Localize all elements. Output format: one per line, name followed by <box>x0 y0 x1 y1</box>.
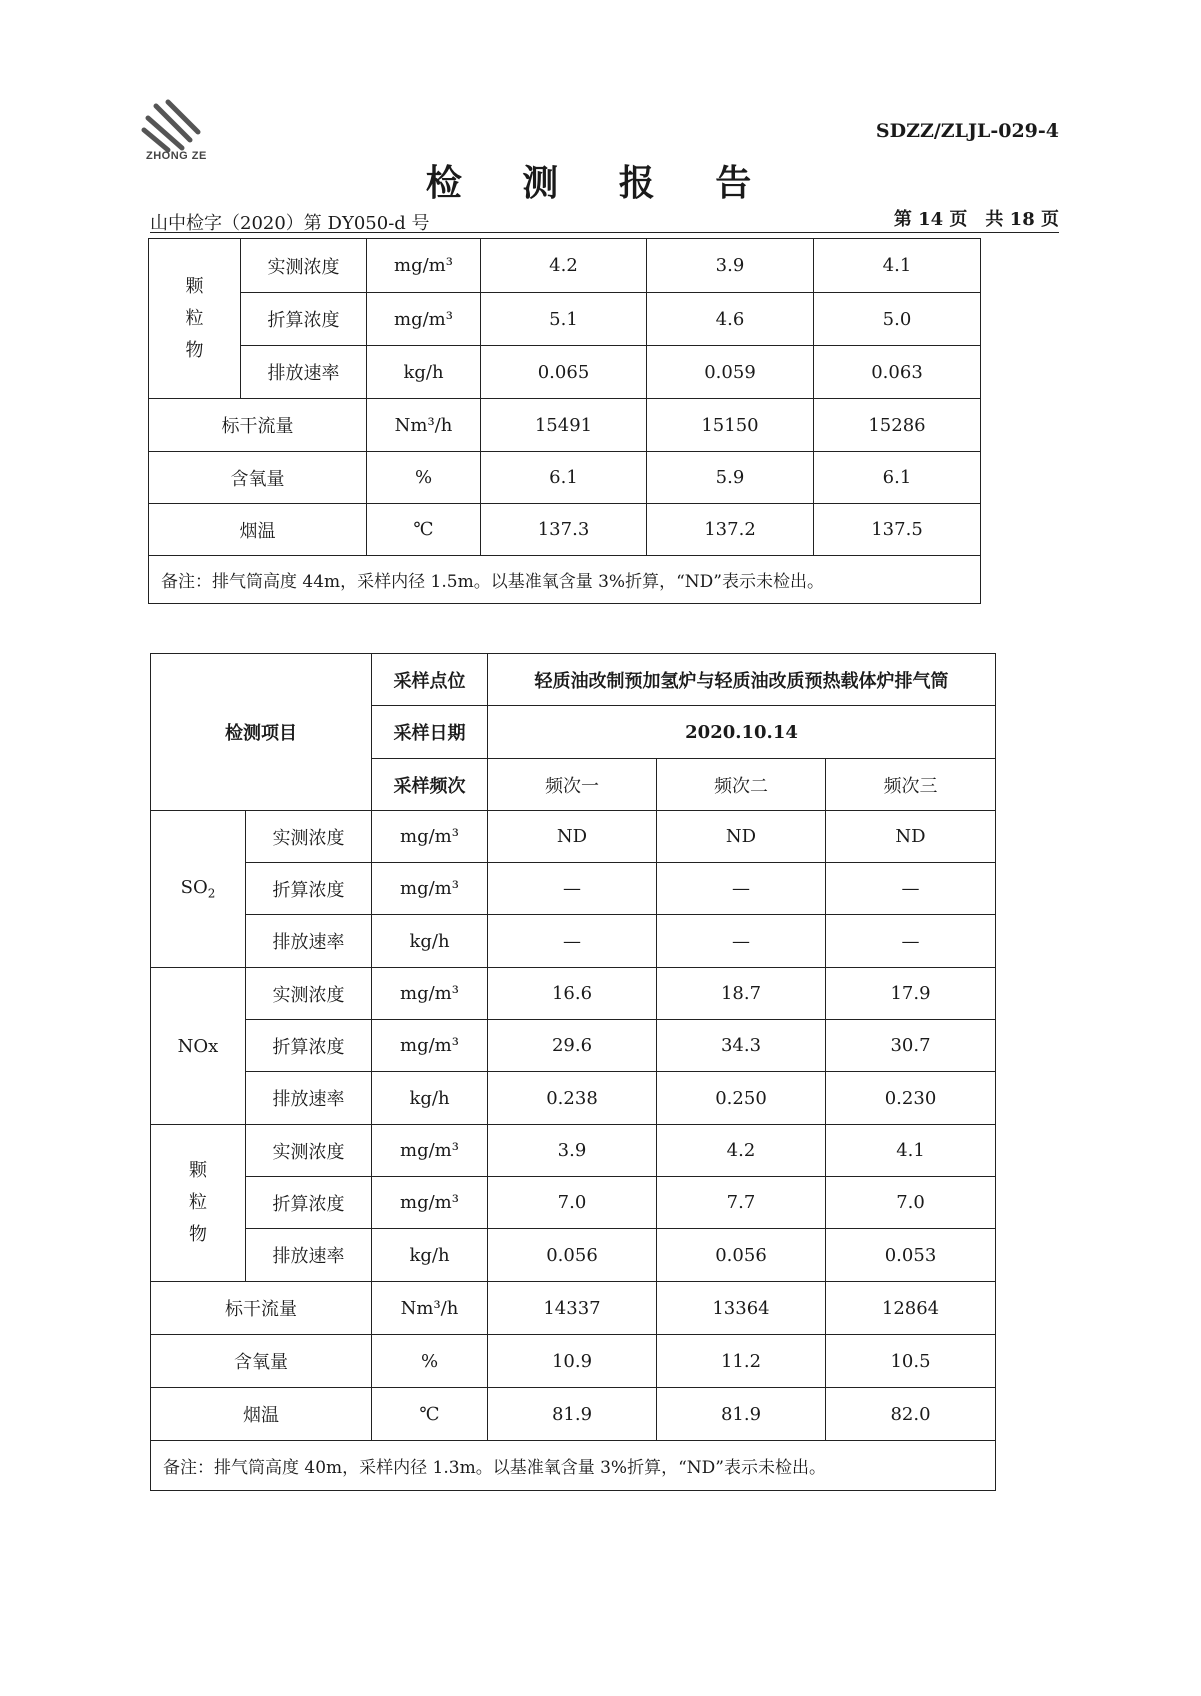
row-label: 折算浓度 <box>246 863 372 915</box>
value-cell: 3.9 <box>488 1125 657 1177</box>
row-label: 排放速率 <box>241 346 367 399</box>
value-cell: 13364 <box>657 1282 826 1335</box>
value-cell: 137.5 <box>814 504 981 556</box>
value-cell: 10.9 <box>488 1335 657 1388</box>
row-label: 排放速率 <box>246 915 372 968</box>
item-header: 检测项目 <box>151 654 372 811</box>
row-label: 实测浓度 <box>246 1125 372 1177</box>
table-row <box>149 346 981 399</box>
table-row <box>151 1388 996 1441</box>
row-label: 折算浓度 <box>246 1020 372 1072</box>
row-label: 实测浓度 <box>246 811 372 863</box>
value-cell: 29.6 <box>488 1020 657 1072</box>
table-continued <box>148 238 981 604</box>
row-label: 折算浓度 <box>241 293 367 346</box>
group-char: 粒 <box>189 1192 207 1213</box>
row-label: 标干流量 <box>149 399 367 452</box>
value-cell: — <box>488 915 657 968</box>
freq-header: 频次一 <box>488 759 657 811</box>
table-row <box>149 504 981 556</box>
value-cell: — <box>826 915 996 968</box>
value-cell: 15150 <box>647 399 814 452</box>
row-unit: kg/h <box>372 915 488 968</box>
value-cell: 10.5 <box>826 1335 996 1388</box>
value-cell: 15286 <box>814 399 981 452</box>
table-row <box>151 1072 996 1125</box>
value-cell: 30.7 <box>826 1020 996 1072</box>
row-unit: mg/m³ <box>367 293 481 346</box>
value-cell: 12864 <box>826 1282 996 1335</box>
table-note: 备注：排气筒高度 40m，采样内径 1.3m。以基准氧含量 3%折算，“ND”表示未检出。 <box>151 1441 996 1491</box>
value-cell: — <box>657 863 826 915</box>
value-cell: 4.2 <box>657 1125 826 1177</box>
date-value: 2020.10.14 <box>488 706 996 759</box>
value-cell: 137.3 <box>481 504 647 556</box>
value-cell: 16.6 <box>488 968 657 1020</box>
table-note: 备注：排气筒高度 44m，采样内径 1.5m。以基准氧含量 3%折算，“ND”表示未检出。 <box>149 556 981 604</box>
group-particulate <box>151 1125 246 1282</box>
header-rule <box>150 232 1059 233</box>
row-label: 排放速率 <box>246 1072 372 1125</box>
value-cell: ND <box>826 811 996 863</box>
row-unit: kg/h <box>372 1072 488 1125</box>
group-char: 颗 <box>189 1160 207 1181</box>
table-row <box>151 1125 996 1177</box>
row-unit: % <box>367 452 481 504</box>
value-cell: 81.9 <box>488 1388 657 1441</box>
value-cell: 0.056 <box>488 1229 657 1282</box>
value-cell: 0.238 <box>488 1072 657 1125</box>
row-unit: kg/h <box>367 346 481 399</box>
row-unit: Nm³/h <box>372 1282 488 1335</box>
table-note-row <box>151 1441 996 1491</box>
value-cell: 6.1 <box>481 452 647 504</box>
table-row <box>151 654 996 706</box>
value-cell: 0.065 <box>481 346 647 399</box>
value-cell: 4.6 <box>647 293 814 346</box>
row-unit: ℃ <box>372 1388 488 1441</box>
value-cell: 0.059 <box>647 346 814 399</box>
table-row <box>151 968 996 1020</box>
value-cell: 4.1 <box>814 239 981 293</box>
date-label: 采样日期 <box>372 706 488 759</box>
value-cell: 0.230 <box>826 1072 996 1125</box>
value-cell: 0.056 <box>657 1229 826 1282</box>
group-char: 颗 <box>185 275 204 297</box>
row-label: 折算浓度 <box>246 1177 372 1229</box>
group-char: 粒 <box>185 307 204 329</box>
table-row <box>151 915 996 968</box>
value-cell: — <box>826 863 996 915</box>
group-particulate <box>149 239 241 399</box>
table-row <box>151 811 996 863</box>
value-cell: 7.0 <box>488 1177 657 1229</box>
report-number: 山中检字（2020）第 DY050-d 号 <box>150 213 430 234</box>
group-name: SO <box>180 877 208 899</box>
value-cell: 15491 <box>481 399 647 452</box>
value-cell: 4.1 <box>826 1125 996 1177</box>
value-cell: 82.0 <box>826 1388 996 1441</box>
value-cell: 137.2 <box>647 504 814 556</box>
row-label: 实测浓度 <box>241 239 367 293</box>
table-row <box>151 1335 996 1388</box>
logo-text: ZHONG ZE <box>146 150 207 162</box>
value-cell: 17.9 <box>826 968 996 1020</box>
value-cell: 5.1 <box>481 293 647 346</box>
value-cell: 18.7 <box>657 968 826 1020</box>
table-row <box>151 863 996 915</box>
value-cell: 81.9 <box>657 1388 826 1441</box>
group-so2 <box>151 811 246 968</box>
group-char: 物 <box>185 339 204 361</box>
table-row <box>149 452 981 504</box>
row-unit: ℃ <box>367 504 481 556</box>
table-row <box>149 239 981 293</box>
value-cell: 14337 <box>488 1282 657 1335</box>
row-unit: mg/m³ <box>372 968 488 1020</box>
value-cell: 4.2 <box>481 239 647 293</box>
row-label: 烟温 <box>151 1388 372 1441</box>
value-cell: — <box>488 863 657 915</box>
group-subscript: 2 <box>207 886 216 901</box>
row-unit: mg/m³ <box>372 1020 488 1072</box>
value-cell: 5.0 <box>814 293 981 346</box>
page-title: 检 测 报 告 <box>425 162 776 204</box>
value-cell: 3.9 <box>647 239 814 293</box>
value-cell: 5.9 <box>647 452 814 504</box>
row-label: 烟温 <box>149 504 367 556</box>
value-cell: 0.063 <box>814 346 981 399</box>
value-cell: 0.053 <box>826 1229 996 1282</box>
freq-header: 频次二 <box>657 759 826 811</box>
row-unit: mg/m³ <box>372 1125 488 1177</box>
row-unit: kg/h <box>372 1229 488 1282</box>
row-unit: mg/m³ <box>372 1177 488 1229</box>
table-main <box>150 653 996 1491</box>
row-label: 排放速率 <box>246 1229 372 1282</box>
group-nox: NOx <box>151 968 246 1125</box>
table-note-row <box>149 556 981 604</box>
row-unit: mg/m³ <box>372 863 488 915</box>
value-cell: ND <box>657 811 826 863</box>
site-value: 轻质油改制预加氢炉与轻质油改质预热载体炉排气筒 <box>488 654 996 706</box>
table-row <box>149 293 981 346</box>
row-label: 实测浓度 <box>246 968 372 1020</box>
group-char: 物 <box>189 1224 207 1245</box>
freq-header: 频次三 <box>826 759 996 811</box>
value-cell: 6.1 <box>814 452 981 504</box>
value-cell: 7.7 <box>657 1177 826 1229</box>
value-cell: 11.2 <box>657 1335 826 1388</box>
row-label: 含氧量 <box>151 1335 372 1388</box>
table-row <box>151 1282 996 1335</box>
value-cell: 34.3 <box>657 1020 826 1072</box>
row-label: 标干流量 <box>151 1282 372 1335</box>
value-cell: — <box>657 915 826 968</box>
value-cell: ND <box>488 811 657 863</box>
row-unit: mg/m³ <box>367 239 481 293</box>
document-code: SDZZ/ZLJL-029-4 <box>875 120 1059 142</box>
value-cell: 0.250 <box>657 1072 826 1125</box>
table-row <box>149 399 981 452</box>
page-info: 第 14 页 共 18 页 <box>893 209 1059 230</box>
freq-label: 采样频次 <box>372 759 488 811</box>
table-row <box>151 1177 996 1229</box>
value-cell: 7.0 <box>826 1177 996 1229</box>
row-unit: mg/m³ <box>372 811 488 863</box>
row-unit: Nm³/h <box>367 399 481 452</box>
table-row <box>151 1020 996 1072</box>
report-subline <box>150 205 1059 234</box>
table-row <box>151 1229 996 1282</box>
site-label: 采样点位 <box>372 654 488 706</box>
row-label: 含氧量 <box>149 452 367 504</box>
row-unit: % <box>372 1335 488 1388</box>
